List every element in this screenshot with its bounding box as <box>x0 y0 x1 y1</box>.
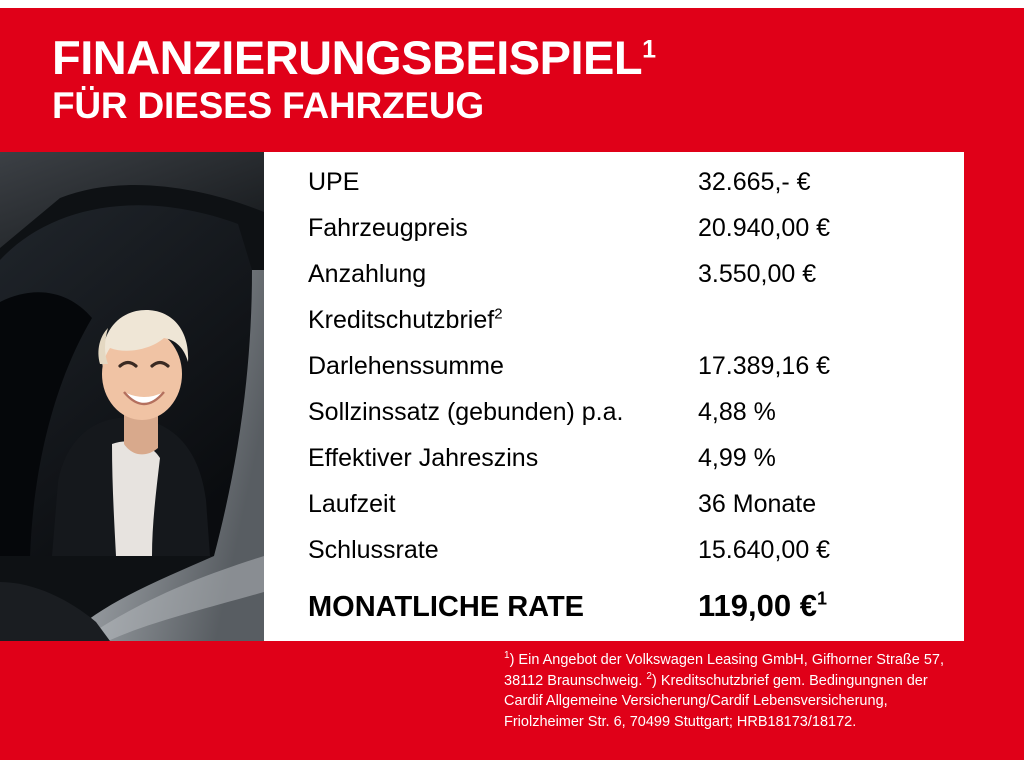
monthly-rate-value <box>698 588 827 624</box>
table-row <box>308 352 928 398</box>
row-value: 3.550,00 € <box>698 260 817 288</box>
row-label: Schlussrate <box>308 536 439 564</box>
page-title-line2: FÜR DIESES FAHRZEUG <box>52 84 485 126</box>
row-value: 15.640,00 € <box>698 536 831 564</box>
vehicle-photo <box>0 152 264 641</box>
row-label: Sollzinssatz (gebunden) p.a. <box>308 398 624 426</box>
row-label: Fahrzeugpreis <box>308 214 468 242</box>
footnote-part-2: ) Kreditschutzbrief gem. Bedingungnen der Cardif Allgemeine Versicherung/Cardif Lebensversicherung, Friolzheimer Str. 6, 70499 Stuttgart; HRB18173/18172. <box>504 672 928 730</box>
finance-table-card <box>264 152 964 641</box>
row-label: Anzahlung <box>308 260 427 288</box>
table-row <box>308 398 928 444</box>
monthly-rate-amount: 119,00 € <box>698 588 817 623</box>
row-label: Laufzeit <box>308 490 396 518</box>
row-label: Effektiver Jahreszins <box>308 444 539 472</box>
monthly-rate-label: MONATLICHE RATE <box>308 591 585 623</box>
table-row <box>308 168 928 214</box>
row-value: 4,88 % <box>698 398 776 426</box>
table-row <box>308 490 928 536</box>
row-label: Darlehenssumme <box>308 352 504 380</box>
row-value: 17.389,16 € <box>698 352 831 380</box>
footnote-part-1: ) Ein Angebot der Volkswagen Leasing GmbH, Gifhorner Straße 57, 38112 Braunschweig. <box>504 652 944 689</box>
row-footnote-marker: 2 <box>494 305 503 323</box>
finance-table <box>308 168 928 644</box>
table-row <box>308 444 928 490</box>
table-row <box>308 536 928 582</box>
page-title-footnote-marker: 1 <box>642 35 656 64</box>
footnote-marker-1: 1 <box>504 650 510 662</box>
monthly-rate-row <box>308 588 928 644</box>
monthly-rate-footnote-marker: 1 <box>816 588 827 609</box>
row-label-text: Kreditschutzbrief <box>308 306 495 334</box>
page-title <box>52 31 972 127</box>
row-label: UPE <box>308 168 360 196</box>
row-label <box>308 306 698 335</box>
table-row <box>308 260 928 306</box>
footnote-text <box>504 650 954 732</box>
row-value: 4,99 % <box>698 444 776 472</box>
footnote-marker-2: 2 <box>646 670 652 682</box>
row-value: 36 Monate <box>698 490 817 518</box>
table-row <box>308 214 928 260</box>
row-value: 32.665,- € <box>698 168 811 196</box>
page-title-line1 <box>52 31 972 84</box>
page-title-line1-text: FINANZIERUNGSBEISPIEL <box>52 31 643 84</box>
row-value: 20.940,00 € <box>698 214 831 242</box>
vehicle-photo-illustration <box>0 152 264 641</box>
table-row <box>308 306 928 352</box>
